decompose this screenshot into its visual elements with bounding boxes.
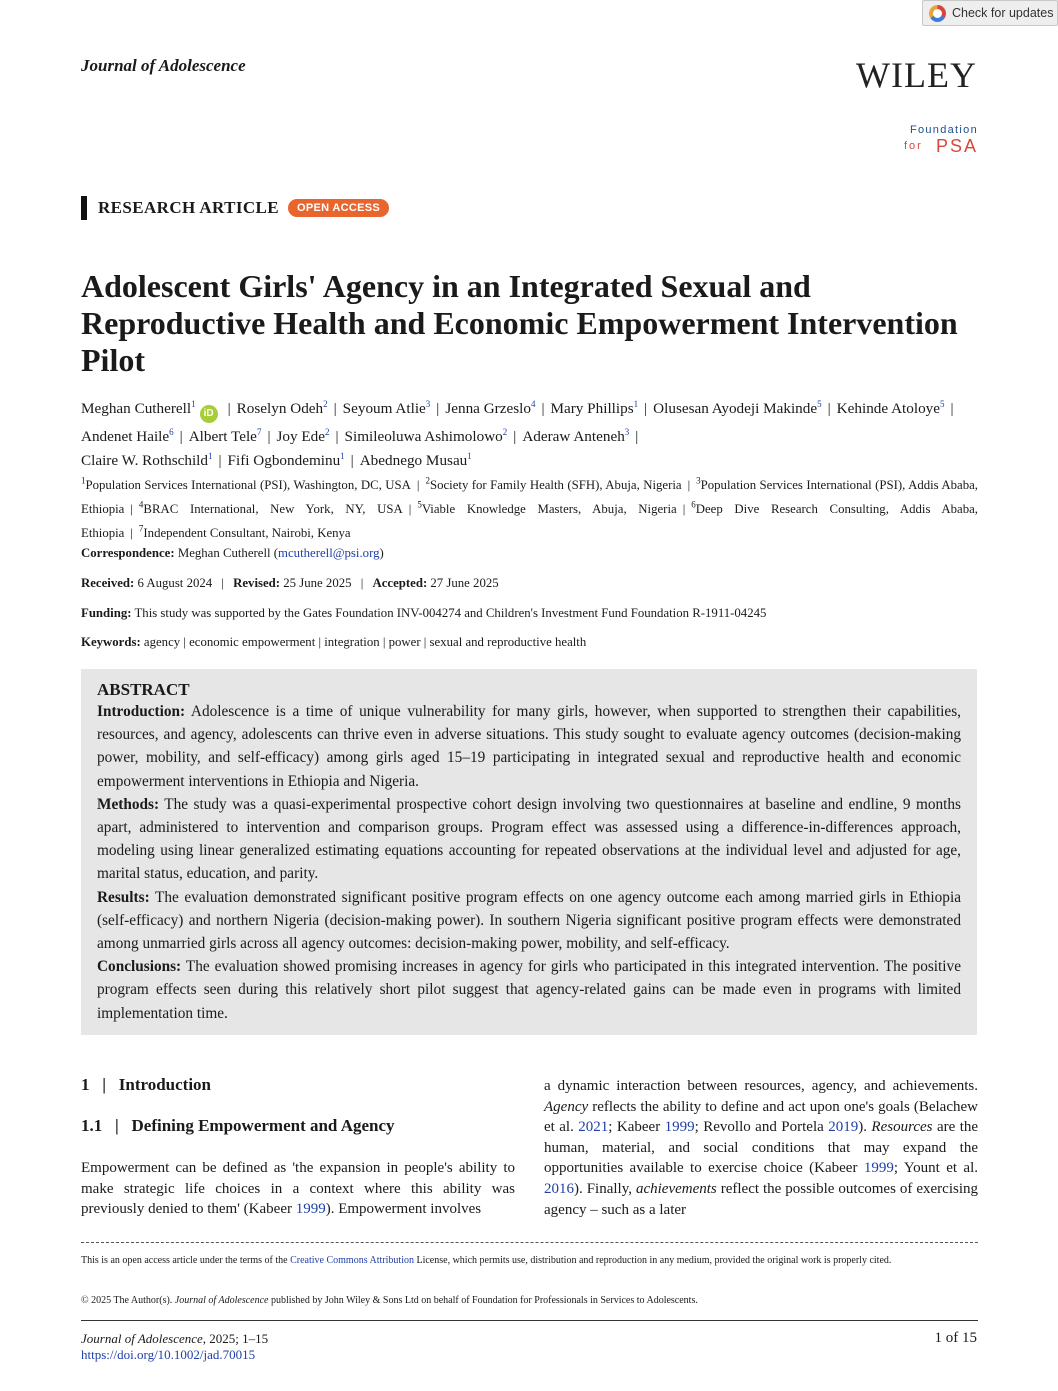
affiliation-text: Viable Knowledge Masters, Abuja, Nigeria (421, 502, 677, 517)
correspondence-email-link[interactable]: mcutherell@psi.org (278, 546, 380, 560)
author (550, 400, 638, 417)
affiliation-text: Society for Family Health (SFH), Abuja, Nigeria (429, 478, 682, 493)
right-text-9: reflect the possible outcomes of exercising agency – such as a later (544, 1180, 978, 1218)
accepted-label: Accepted: (372, 576, 428, 590)
check-for-updates-button[interactable] (922, 0, 1058, 26)
author-separator: | (267, 428, 271, 446)
crossmark-icon (929, 5, 946, 22)
author-separator: | (436, 400, 440, 418)
abstract-box (81, 669, 977, 1035)
right-text-8: ). Finally, (574, 1180, 636, 1197)
author-separator: | (350, 451, 354, 469)
author (837, 400, 945, 417)
footnote-divider (81, 1242, 978, 1243)
author-name: Jenna Grzeslo (445, 400, 531, 418)
term-resources: Resources (871, 1119, 933, 1136)
right-text-3: ; Kabeer (608, 1119, 665, 1136)
correspondence-label: Correspondence: (81, 546, 175, 560)
conclusions-label: Conclusions: (97, 958, 182, 976)
author (345, 428, 508, 445)
citation-link[interactable]: 2016 (544, 1180, 574, 1197)
affiliation-text: Deep Dive Research Consulting, Addis Ababa, Ethiopia (81, 502, 979, 541)
citation-journal: Journal of Adolescence (81, 1331, 203, 1346)
citation-link[interactable]: 2021 (578, 1119, 609, 1136)
left-text-2: ). Empowerment involves (325, 1201, 482, 1218)
footer-rule (81, 1320, 978, 1321)
license-note (81, 1252, 978, 1270)
author-affiliation-ref[interactable]: 1 (191, 399, 196, 409)
section1-label: 1 | Introduction (81, 1075, 212, 1094)
section-heading-introduction (81, 1075, 211, 1095)
intro-text: Adolescence is a time of unique vulnerability for many girls, however, when supported to strengthen their capabilities, resources, and agency, adolescents can thrive even in adverse situations. This study sought to evaluate agency outcomes (decision-making power, mobility, and self-efficacy) among girls aged 15–19 participating in integrated sexual and reproductive health and economic empowerment interventions in Ethiopia and Nigeria. (97, 703, 961, 790)
conclusions-text: The evaluation showed promising increases in agency for girls who participated in this integrated intervention. The positive program effects seen during this relatively short pilot suggest that agency-related gains can be made even in programs with limited implementation time. (97, 958, 961, 1022)
affiliation (138, 499, 403, 517)
revised-date: 25 June 2025 (283, 576, 352, 590)
license-text-b: License, which permits use, distribution and reproduction in any medium, provided the original work is properly cited. (413, 1255, 892, 1266)
affiliation-separator: | (416, 478, 420, 493)
dates (81, 576, 499, 591)
fpsa-line2: for (904, 140, 923, 152)
date-separator: | (221, 576, 224, 590)
right-column-text (544, 1076, 978, 1220)
affiliation (417, 499, 677, 517)
affiliation-text: Independent Consultant, Nairobi, Kenya (143, 526, 351, 541)
citation-link[interactable]: 1999 (295, 1201, 326, 1218)
citation-footer (81, 1331, 268, 1363)
citation-rest: , 2025; 1–15 (202, 1331, 269, 1346)
abstract-methods (97, 793, 961, 886)
author-affiliation-ref[interactable]: 6 (169, 427, 174, 438)
author (343, 400, 431, 417)
affiliation-number: 4 (138, 499, 144, 510)
intro-label: Introduction: (97, 703, 186, 720)
left-text-1: Empowerment can be defined as 'the expansion in people's ability to make strategic life choices in a context where this ability was previously denied to them' (Kabeer (81, 1160, 515, 1218)
author-separator: | (179, 428, 183, 446)
author-affiliation-ref[interactable]: 2 (323, 399, 328, 409)
open-access-badge: OPEN ACCESS (288, 199, 389, 217)
methods-text: The study was a quasi-experimental prospective cohort design involving two questionnaires at baseline and endline, 9 months apart, administered to intervention and comparison groups. Program effect was assessed using a difference-in-differences approach, modeling using linear generalized estimating equations accounting for repeated observations at the individual level and adjusted for age, marital status, education, and parity. (97, 795, 961, 883)
keywords (81, 635, 586, 650)
author-affiliation-ref[interactable]: 1 (207, 450, 213, 461)
left-column-text (81, 1158, 515, 1220)
author-affiliation-ref[interactable]: 1 (633, 399, 639, 409)
abstract-results (97, 886, 961, 956)
author-separator: | (513, 428, 517, 446)
author-name: Meghan Cutherell (81, 400, 192, 418)
abstract-heading: ABSTRACT (97, 680, 190, 699)
article-type-label: RESEARCH ARTICLE (98, 198, 280, 217)
author-name: Abednego Musau (359, 451, 468, 469)
author (653, 400, 821, 417)
article-title: Adolescent Girls' Agency in an Integrated Sexual and Reproductive Health and Economic Empowerment Intervention Pilot (81, 268, 958, 378)
author-affiliation-ref[interactable]: 2 (325, 427, 330, 438)
author-separator: | (635, 428, 639, 446)
copyright-text-b: published by John Wiley & Sons Ltd on behalf of Foundation for Professionals in Services to Adolescents. (268, 1295, 698, 1306)
section11-label: 1.1 | Defining Empowerment and Agency (81, 1116, 395, 1135)
author (189, 428, 262, 445)
right-text-5: ). (858, 1119, 872, 1136)
author (276, 428, 329, 445)
funding-label: Funding: (81, 606, 132, 620)
affiliation (425, 478, 681, 492)
orcid-icon[interactable]: iD (200, 405, 218, 423)
page-number: 1 of 15 (934, 1330, 977, 1346)
author (81, 428, 174, 445)
author-name: Simileoluwa Ashimolowo (344, 428, 503, 446)
author-separator: | (827, 400, 831, 418)
funding-text: This study was supported by the Gates Foundation INV-004274 and Children's Investment Fund Foundation R-1911-04245 (134, 606, 767, 620)
author-name: Aderaw Anteneh (522, 428, 625, 446)
revised-label: Revised: (233, 576, 281, 590)
affiliation-number: 7 (138, 523, 144, 534)
author-name: Fifi Ogbondeminu (227, 451, 341, 469)
author-separator: | (218, 451, 222, 469)
received-label: Received: (81, 576, 135, 590)
accepted-date: 27 June 2025 (430, 576, 499, 590)
keywords-label: Keywords: (81, 635, 141, 649)
author-separator: | (227, 400, 231, 418)
author-name: Albert Tele (188, 428, 257, 446)
right-text-4: ; Revollo and Portela (694, 1119, 829, 1136)
affiliation-separator: | (130, 502, 133, 517)
author-name: Mary Phillips (550, 400, 634, 418)
author-name: Olusesan Ayodeji Makinde (653, 400, 818, 418)
author-separator: | (541, 400, 545, 418)
foundation-psa-logo (898, 124, 978, 162)
copyright-text-a: © 2025 The Author(s). (81, 1295, 175, 1306)
author-separator: | (333, 400, 337, 418)
date-separator: | (360, 576, 364, 590)
affiliation-separator: | (130, 526, 133, 541)
funding (81, 606, 766, 621)
affiliation-separator: | (408, 502, 412, 517)
author-affiliation-ref[interactable]: 1 (340, 450, 345, 461)
author-name: Roselyn Odeh (236, 400, 324, 418)
author-name: Claire W. Rothschild (81, 451, 208, 469)
author-affiliation-ref[interactable]: 5 (817, 399, 822, 409)
author (360, 452, 472, 469)
author-separator: | (335, 428, 339, 446)
copyright-journal: Journal of Adolescence (174, 1295, 269, 1306)
author-affiliation-ref[interactable]: 7 (256, 427, 262, 438)
affiliation-separator: | (682, 502, 686, 517)
author-affiliation-ref[interactable]: 1 (467, 450, 472, 461)
correspondence-close: ) (379, 546, 384, 560)
citation-link[interactable]: 2019 (828, 1119, 859, 1136)
correspondence (81, 546, 384, 561)
abstract-introduction (97, 700, 961, 793)
results-label: Results: (97, 888, 150, 906)
wiley-logo: WILEY (856, 55, 977, 95)
right-text-6: are the human, material, and social conditions that may expand the opportunities available to exercise choice (Kabeer (544, 1119, 979, 1177)
author-list (81, 395, 978, 470)
author (228, 452, 345, 469)
license-text-a: This is an open access article under the terms of the (81, 1255, 291, 1266)
author-affiliation-ref[interactable]: 3 (425, 399, 431, 409)
subsection-heading-empowerment (81, 1116, 395, 1136)
fpsa-line1: Foundation (909, 124, 978, 136)
affiliation-separator: | (687, 478, 691, 493)
affiliation-number: 6 (691, 499, 696, 510)
affiliation-text: Population Services International (PSI), Addis Ababa, Ethiopia (81, 478, 978, 517)
affiliation-number: 3 (696, 476, 701, 486)
author-name: Andenet Haile (81, 428, 170, 446)
keywords-text: agency | economic empowerment | integration | power | sexual and reproductive health (143, 635, 587, 649)
fpsa-line3: PSA (935, 136, 978, 156)
creative-commons-link[interactable]: Creative Commons Attribution (290, 1255, 414, 1266)
author (81, 399, 222, 420)
abstract-conclusions (97, 955, 961, 1025)
article-type (81, 196, 389, 220)
right-text-7: ; Yount et al. (893, 1160, 979, 1177)
citation-link[interactable]: 1999 (863, 1160, 894, 1177)
received-date: 6 August 2024 (137, 576, 213, 590)
citation-line (81, 1331, 268, 1347)
doi-link[interactable]: https://doi.org/10.1002/jad.70015 (81, 1347, 256, 1362)
author (237, 400, 328, 417)
right-text-2: reflects the ability to define and act upon one's goals (Belachew et al. (544, 1098, 978, 1136)
affiliation-number: 1 (81, 476, 86, 486)
author-name: Seyoum Atlie (342, 400, 426, 418)
check-for-updates-label: Check for updates (952, 6, 1054, 20)
affiliation-text: Population Services International (PSI), Washington, DC, USA (85, 478, 411, 493)
author-affiliation-ref[interactable]: 3 (624, 427, 630, 438)
author-affiliation-ref[interactable]: 5 (940, 399, 945, 409)
author (522, 428, 629, 445)
citation-link[interactable]: 1999 (664, 1119, 695, 1136)
results-text: The evaluation demonstrated significant positive program effects on one agency outcome each among married girls in Ethiopia (self-efficacy) and northern Nigeria (decision-making power). In southern Nigeria significant positive program effects were demonstrated among unmarried girls across all agency outcomes: decision-making power, mobility, and self-efficacy. (97, 888, 961, 953)
methods-label: Methods: (97, 795, 160, 813)
affiliation-number: 5 (417, 499, 422, 510)
author-separator: | (644, 400, 648, 418)
author (81, 452, 212, 469)
article-type-bar (81, 196, 87, 220)
author-name: Joy Ede (276, 428, 325, 446)
author-affiliation-ref[interactable]: 4 (530, 399, 536, 409)
term-achievements: achievements (635, 1180, 717, 1197)
affiliation (81, 478, 411, 492)
right-text-1: a dynamic interaction between resources, agency, and achievements. (544, 1078, 978, 1094)
term-agency: Agency (544, 1098, 589, 1115)
affiliation (138, 523, 351, 541)
affiliation-text: BRAC International, New York, NY, USA (143, 502, 403, 517)
author (445, 400, 535, 417)
journal-name: Journal of Adolescence (81, 56, 246, 75)
affiliation-number: 2 (425, 476, 430, 486)
affiliations (81, 472, 978, 544)
author-name: Kehinde Atoloye (836, 400, 941, 418)
copyright-note (81, 1292, 978, 1310)
correspondence-name: Meghan Cutherell ( (177, 546, 279, 560)
author-affiliation-ref[interactable]: 2 (502, 427, 508, 438)
author-separator: | (950, 400, 954, 418)
